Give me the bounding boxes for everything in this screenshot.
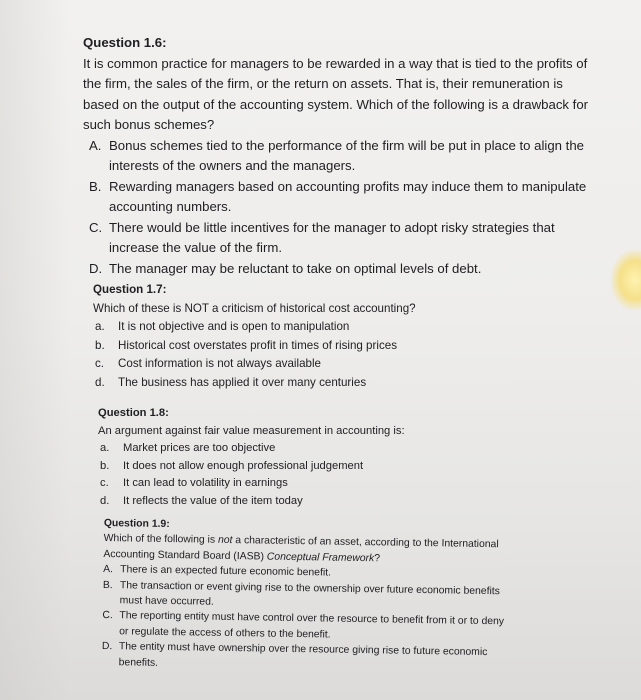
option-text: Bonus schemes tied to the performance of the firm will be put in place to align the	[109, 137, 585, 153]
option-key: d.	[100, 494, 110, 507]
option-key: c.	[100, 477, 109, 490]
option-text: benefits.	[118, 656, 159, 669]
option-text: interests of the owners and the managers.	[109, 158, 356, 173]
option-key: B.	[102, 579, 113, 591]
prompt-emphasis: not	[217, 535, 233, 547]
prompt-text: a characteristic of an asset, according to the International	[232, 535, 499, 551]
option-text: Market prices are too objective	[123, 442, 276, 455]
option-d[interactable]	[93, 374, 453, 393]
question-prompt: An argument against fair value measurement in accounting is:	[98, 424, 405, 437]
option-a[interactable]	[83, 136, 593, 177]
prompt-text: Accounting Standard Board (IASB)	[103, 548, 267, 563]
question-body	[83, 54, 593, 136]
option-b[interactable]	[93, 337, 453, 356]
question-title: Question 1.9:	[103, 517, 170, 531]
option-text: It reflects the value of the item today	[123, 494, 303, 507]
question-body-line: It is common practice for managers to be rewarded in a way that is tied to the profits of	[83, 55, 588, 71]
option-text: It is not objective and is open to manipulation	[118, 320, 350, 333]
option-text: It can lead to volatility in earnings	[123, 477, 288, 490]
option-key: a.	[95, 320, 105, 333]
option-b[interactable]	[83, 177, 593, 218]
page-shadow	[0, 0, 70, 700]
prompt-emphasis: Conceptual Framework	[266, 551, 375, 565]
option-key: A.	[89, 137, 102, 153]
light-glare	[611, 250, 641, 310]
option-d[interactable]	[98, 493, 458, 511]
option-b[interactable]	[98, 458, 458, 476]
option-key: a.	[100, 442, 110, 455]
question-title: Question 1.7:	[93, 283, 167, 296]
question-title: Question 1.6:	[83, 35, 167, 50]
option-a[interactable]	[93, 318, 453, 337]
option-text: Historical cost overstates profit in times of rising prices	[118, 338, 397, 352]
prompt-text: ?	[374, 553, 381, 565]
option-text: The manager may be reluctant to take on optimal levels of debt.	[109, 260, 482, 276]
option-key: A.	[103, 564, 114, 576]
option-c[interactable]	[98, 475, 458, 493]
option-text: There is an expected future economic benefit.	[120, 564, 332, 579]
question-title: Question 1.8:	[98, 407, 169, 419]
option-text: The transaction or event giving rise to the ownership over future economic benefits	[119, 579, 500, 597]
option-text: It does not allow enough professional judgement	[123, 459, 364, 472]
option-text: The entity must have ownership over the resource giving rise to future economic	[118, 641, 488, 659]
option-key: D.	[101, 641, 113, 653]
option-key: C.	[102, 610, 113, 622]
option-text: increase the value of the firm.	[109, 240, 282, 255]
question-body-line: the firm, the sales of the firm, or the return on assets. That is, their remuneration is	[83, 76, 563, 91]
question-1-6	[83, 33, 593, 279]
option-c[interactable]	[83, 218, 593, 259]
option-a[interactable]	[98, 440, 458, 458]
option-key: B.	[89, 178, 102, 194]
question-1-8	[98, 405, 458, 511]
option-text: The reporting entity must have control over the resource to benefit from it or to deny	[119, 610, 505, 628]
option-text: Cost information is not always available	[118, 357, 321, 370]
option-c[interactable]	[93, 355, 453, 374]
option-key: C.	[89, 219, 103, 235]
question-1-7	[93, 281, 453, 392]
question-prompt: Which of these is NOT a criticism of historical cost accounting?	[93, 301, 416, 315]
option-key: D.	[89, 260, 103, 276]
question-body-line: based on the output of the accounting system. Which of the following is a drawback for	[83, 96, 589, 112]
option-text: or regulate the access of others to the benefit.	[119, 626, 331, 641]
option-text: must have occurred.	[119, 595, 214, 608]
option-text: accounting numbers.	[109, 199, 232, 214]
question-body-line: such bonus schemes?	[83, 117, 215, 132]
question-1-9	[102, 516, 554, 677]
option-text: The business has applied it over many centuries	[118, 375, 367, 389]
option-key: b.	[100, 459, 110, 472]
option-key: b.	[95, 338, 105, 352]
prompt-text: Which of the following is	[103, 533, 219, 547]
option-text: Rewarding managers based on accounting profits may induce them to manipulate	[109, 178, 587, 194]
option-key: c.	[95, 357, 105, 370]
option-d[interactable]	[83, 259, 593, 280]
option-text: There would be little incentives for the manager to adopt risky strategies that	[109, 219, 555, 235]
option-key: d.	[95, 375, 105, 389]
